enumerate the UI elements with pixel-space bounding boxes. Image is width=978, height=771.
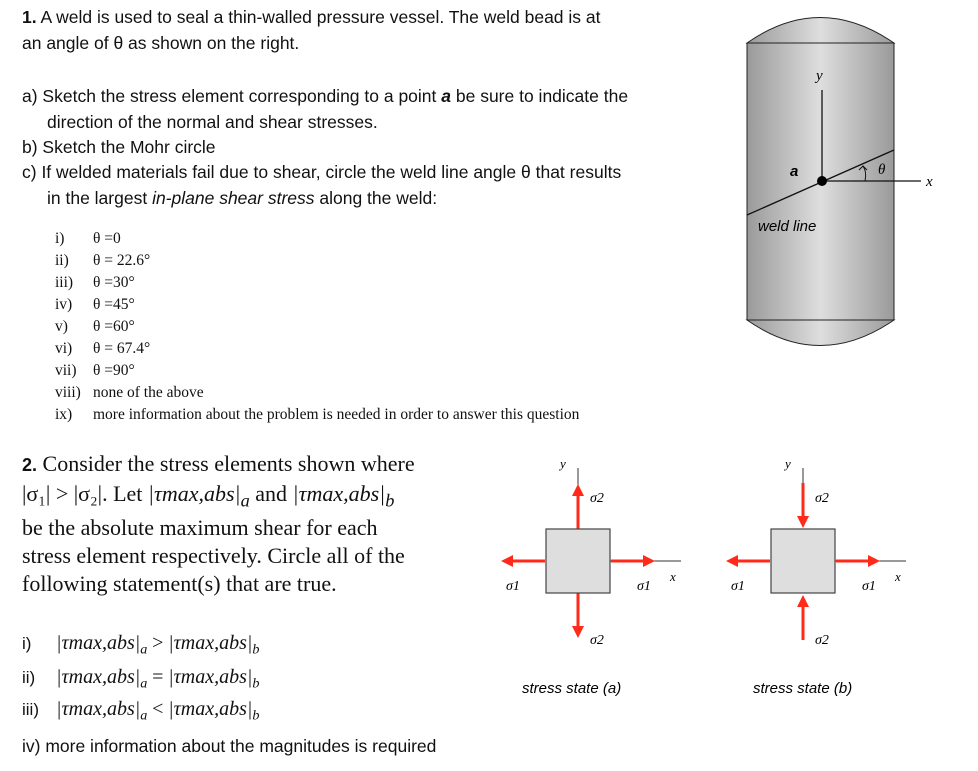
q1-options xyxy=(55,228,579,426)
weld-line-label: weld line xyxy=(758,218,817,235)
point-a-label: a xyxy=(790,163,799,180)
q2-option-iv[interactable]: iv) more information about the magnitudes is required xyxy=(22,736,437,756)
y-label: y xyxy=(785,456,791,471)
x-label: x xyxy=(895,569,901,584)
q1-option[interactable]: viii) none of the above xyxy=(55,384,204,401)
sigma1-label: σ1 xyxy=(862,579,876,594)
q1-option[interactable]: vii) θ =90° xyxy=(55,362,135,379)
y-label: y xyxy=(560,456,566,471)
q1-option[interactable]: i) θ =0 xyxy=(55,230,121,247)
q1-option[interactable]: v) θ =60° xyxy=(55,318,135,335)
q1-part-a: a) Sketch the stress element corresponding to a point a be sure to indicate the xyxy=(22,86,629,106)
q2-line3: be the absolute maximum shear for each xyxy=(22,515,378,540)
q1-option[interactable]: ix) more information about the problem is needed in order to answer this question xyxy=(55,406,580,423)
q1-part-c-cont: in the largest in-plane shear stress along the weld: xyxy=(47,188,438,208)
q1-part-a-cont: direction of the normal and shear stresses. xyxy=(47,112,378,132)
q1-option[interactable]: iii) θ =30° xyxy=(55,274,135,291)
q2-line1: 2. Consider the stress elements shown where xyxy=(22,451,415,476)
q2-option[interactable]: i) $|\tau\max,abs|_a > |\tau\max,abs|_b$ xyxy=(22,632,260,658)
caption-a: stress state (a) xyxy=(522,680,622,697)
sigma2-label: σ2 xyxy=(815,633,829,648)
q2-line4: stress element respectively. Circle all of the xyxy=(22,543,405,568)
caption-b: stress state (b) xyxy=(753,680,853,697)
pressure-vessel-figure xyxy=(740,0,960,390)
theta-label: θ xyxy=(878,162,886,178)
q1-part-c: c) If welded materials fail due to shear, circle the weld line angle θ that results xyxy=(22,162,622,182)
sigma1-label: σ1 xyxy=(506,579,520,594)
q2-line5: following statement(s) that are true. xyxy=(22,571,337,596)
q2-line2: |σ₁| > |σ₂|. Let $|\tau\max,abs|_a$ and $|\tau\max,abs|_b$ xyxy=(22,481,395,511)
q1-option[interactable]: vi) θ = 67.4° xyxy=(55,340,151,357)
stress-element xyxy=(771,529,835,593)
vessel-top-cap xyxy=(747,18,894,44)
q1-part-b: b) Sketch the Mohr circle xyxy=(22,137,216,157)
stress-state-b-figure xyxy=(705,450,945,700)
x-label: x xyxy=(670,569,676,584)
sigma1-label: σ1 xyxy=(637,579,651,594)
sigma1-label: σ1 xyxy=(731,579,745,594)
q1-option[interactable]: ii) θ = 22.6° xyxy=(55,252,151,269)
sigma2-label: σ2 xyxy=(590,633,604,648)
vessel-bottom-cap xyxy=(747,320,894,346)
y-label: y xyxy=(816,68,823,84)
sigma2-label: σ2 xyxy=(815,491,829,506)
q1-option[interactable]: iv) θ =45° xyxy=(55,296,135,313)
q1-line2: an angle of θ as shown on the right. xyxy=(22,33,300,53)
stress-state-a-figure xyxy=(480,450,720,700)
q2-option[interactable]: ii) $|\tau\max,abs|_a = |\tau\max,abs|_b$ xyxy=(22,666,260,692)
sigma2-label: σ2 xyxy=(590,491,604,506)
q1-line1: 1. A weld is used to seal a thin-walled pressure vessel. The weld bead is at xyxy=(22,7,601,27)
stress-element xyxy=(546,529,610,593)
point-a-dot xyxy=(817,176,827,186)
x-label: x xyxy=(926,174,933,190)
q2-option[interactable]: iii) $|\tau\max,abs|_a < |\tau\max,abs|_b$ xyxy=(22,698,260,724)
